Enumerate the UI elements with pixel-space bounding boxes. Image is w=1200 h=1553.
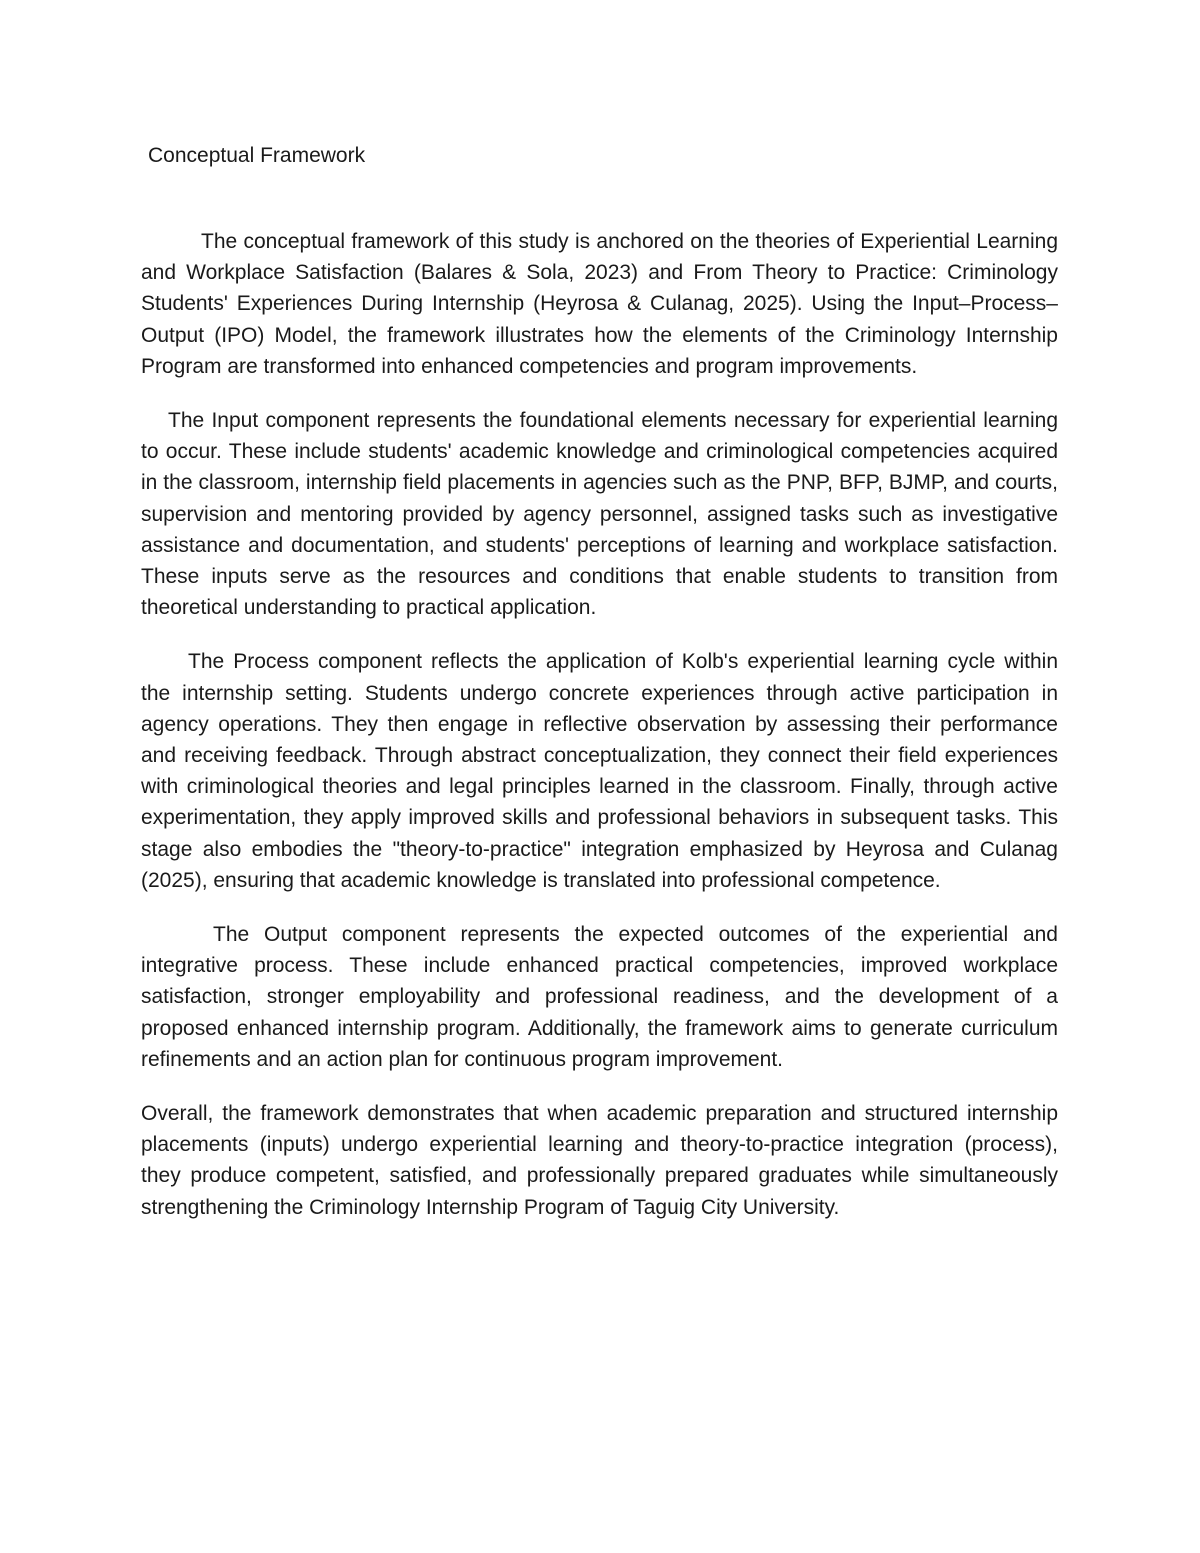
page-title: Conceptual Framework [148, 144, 366, 167]
paragraph-process-component: The Process component reflects the application of Kolb's experiential learning cycle within the internship setting. Students undergo concrete experiences through active participation in agency operations. They then engage in reflective observation by assessing their performance and receiving feedback. Through abstract conceptualization, they connect their field experiences with criminological theories and legal principles learned in the classroom. Finally, through active experimentation, they apply improved skills and professional behaviors in subsequent tasks. This stage also embodies the "theory-to-practice" integration emphasized by Heyrosa and Culanag (2025), ensuring that academic knowledge is translated into professional competence. [141, 650, 1058, 892]
paragraph-introduction: The conceptual framework of this study is anchored on the theories of Experiential Learning and Workplace Satisfaction (Balares & Sola, 2023) and From Theory to Practice: Criminology Students' Experiences During Internship (Heyrosa & Culanag, 2025). Using the Input–Process–Output (IPO) Model, the framework illustrates how the elements of the Criminology Internship Program are transformed into enhanced competencies and program improvements. [141, 230, 1058, 378]
paragraph-output-component: The Output component represents the expected outcomes of the experiential and integrative process. These include enhanced practical competencies, improved workplace satisfaction, stronger employability and professional readiness, and the development of a proposed enhanced internship program. Additionally, the framework aims to generate curriculum refinements and an action plan for continuous program improvement. [141, 923, 1058, 1071]
document-body [141, 226, 1058, 1246]
paragraph-input-component: The Input component represents the foundational elements necessary for experiential learning to occur. These include students' academic knowledge and criminological competencies acquired in the classroom, internship field placements in agencies such as the PNP, BFP, BJMP, and courts, supervision and mentoring provided by agency personnel, assigned tasks such as investigative assistance and documentation, and students' perceptions of learning and workplace satisfaction. These inputs serve as the resources and conditions that enable students to transition from theoretical understanding to practical application. [141, 409, 1058, 620]
paragraph-overall: Overall, the framework demonstrates that when academic preparation and structured internship placements (inputs) undergo experiential learning and theory-to-practice integration (process), they produce competent, satisfied, and professionally prepared graduates while simultaneously strengthening the Criminology Internship Program of Taguig City University. [141, 1102, 1058, 1219]
